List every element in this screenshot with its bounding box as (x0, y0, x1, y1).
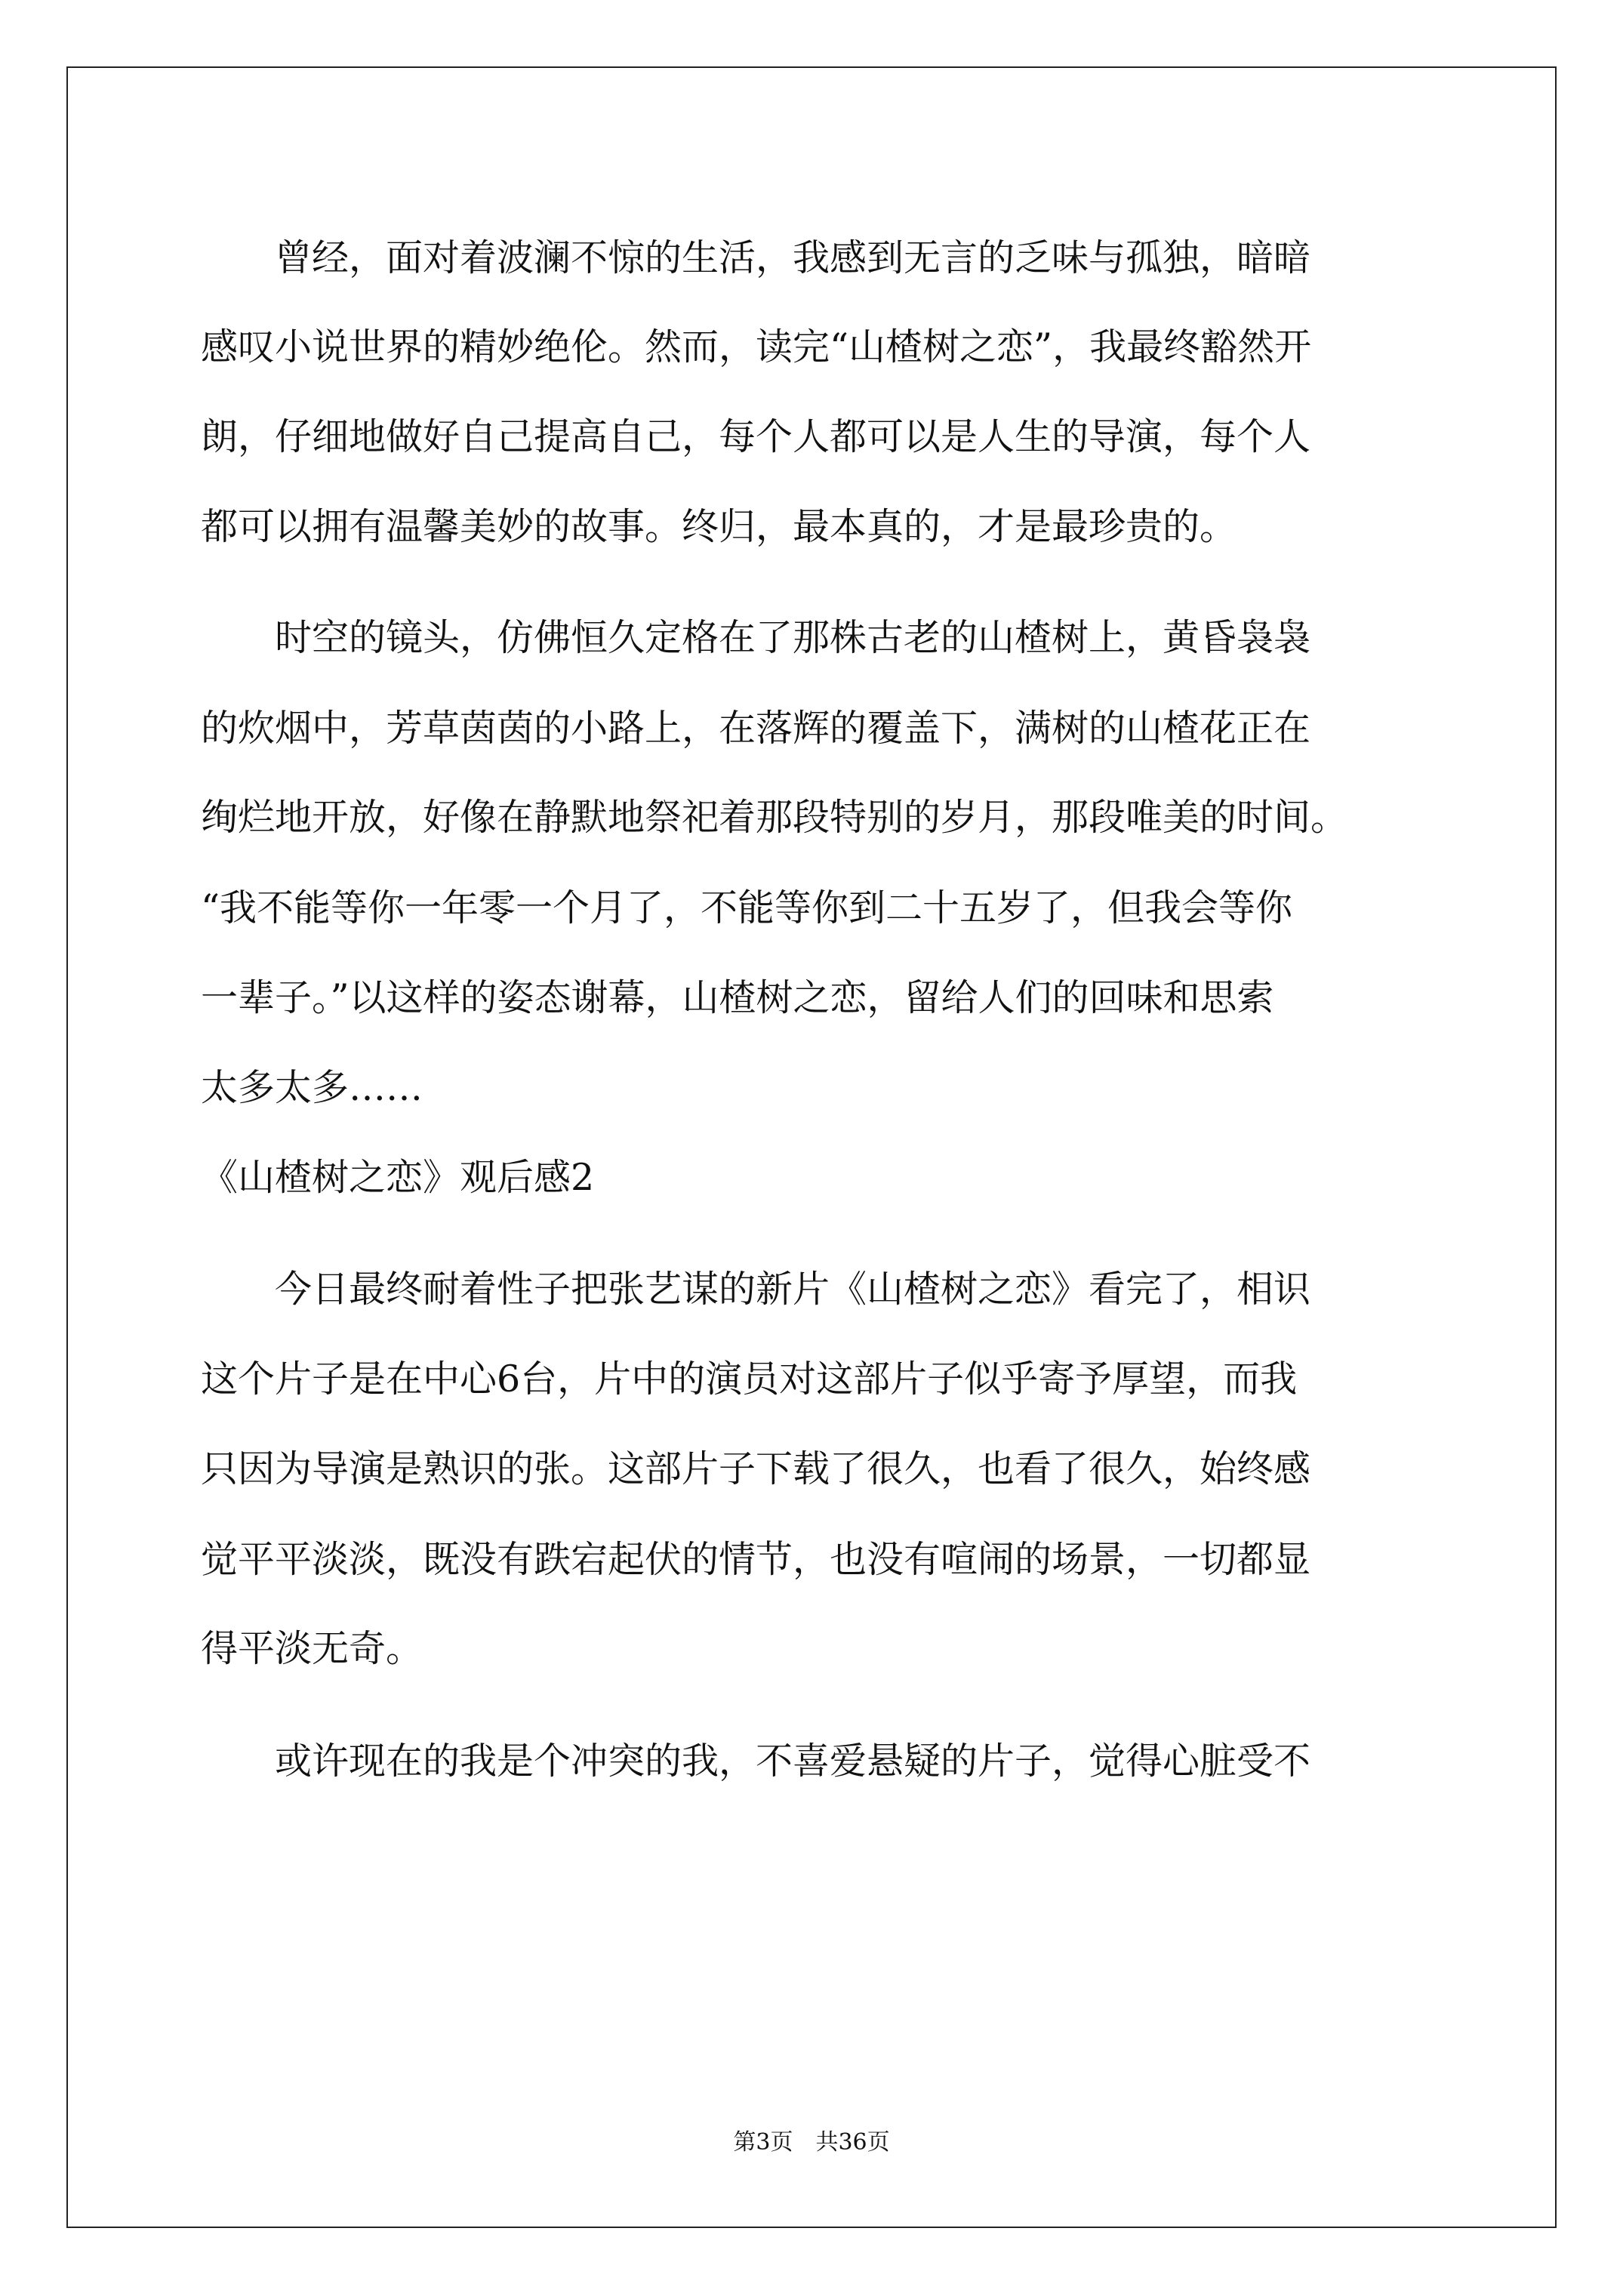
text-line-9: 一辈子。”以这样的姿态谢幕，山楂树之恋，留给人们的回味和思索 (201, 976, 1274, 1019)
text-line-15: 觉平平淡淡，既没有跌宕起伏的情节，也没有喧闹的场景，一切都显 (201, 1538, 1311, 1581)
text-line-16: 得平淡无奇。 (201, 1627, 423, 1670)
text-line-5: 时空的镜头，仿佛恒久定格在了那株古老的山楂树上，黄昏袅袅 (201, 616, 1311, 659)
text-line-6: 的炊烟中，芳草茵茵的小路上，在落辉的覆盖下，满树的山楂花正在 (201, 707, 1311, 750)
text-line-10: 太多太多…… (201, 1066, 423, 1109)
text-line-17: 或许现在的我是个冲突的我，不喜爱悬疑的片子，觉得心脏受不 (201, 1740, 1311, 1783)
page-footer: 第3页 共36页 (733, 2129, 890, 2156)
text-line-2: 感叹小说世界的精妙绝伦。然而，读完“山楂树之恋”，我最终豁然开 (201, 325, 1312, 368)
page-border (66, 66, 1557, 2228)
text-line-7: 绚烂地开放，好像在静默地祭祀着那段特别的岁月，那段唯美的时间。 (201, 796, 1348, 839)
text-line-13: 这个片子是在中心6台，片中的演员对这部片子似乎寄予厚望，而我 (201, 1358, 1298, 1401)
text-line-4: 都可以拥有温馨美妙的故事。终归，最本真的，才是最珍贵的。 (201, 505, 1237, 548)
text-line-3: 朗，仔细地做好自己提高自己，每个人都可以是人生的导演，每个人 (201, 415, 1311, 458)
section-heading: 《山楂树之恋》观后感2 (201, 1156, 595, 1199)
text-line-14: 只因为导演是熟识的张。这部片子下载了很久，也看了很久，始终感 (201, 1447, 1311, 1490)
text-line-8: “我不能等你一年零一个月了，不能等你到二十五岁了，但我会等你 (201, 886, 1293, 929)
text-line-1: 曾经，面对着波澜不惊的生活，我感到无言的乏味与孤独，暗暗 (201, 236, 1311, 279)
text-line-12: 今日最终耐着性子把张艺谋的新片《山楂树之恋》看完了，相识 (201, 1268, 1311, 1311)
